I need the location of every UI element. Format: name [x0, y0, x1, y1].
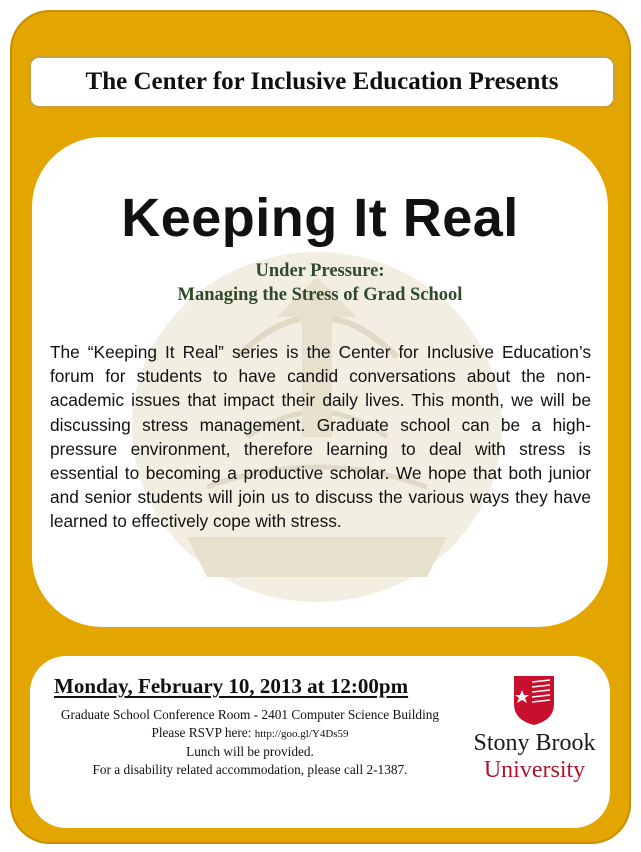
rsvp-label: Please RSVP here: — [151, 724, 252, 740]
rsvp-link[interactable]: http://goo.gl/Y4Ds59 — [254, 727, 349, 740]
event-date-time: Monday, February 10, 2013 at 12:00pm — [54, 674, 409, 698]
accommodation-note: For a disability related accommodation, please call 2-1387. — [92, 761, 408, 777]
logo-university: University — [483, 757, 586, 783]
event-location: Graduate School Conference Room - 2401 Computer Science Building — [60, 707, 440, 722]
event-subtitle — [32, 259, 608, 307]
lunch-note: Lunch will be provided. — [186, 744, 314, 759]
presenter-text: The Center for Inclusive Education Presents — [85, 68, 559, 95]
event-logistics — [30, 706, 470, 778]
logo-name: Stony Brook — [473, 730, 596, 756]
university-shield-icon — [512, 674, 556, 726]
main-panel — [32, 137, 608, 627]
subtitle-line-1: Under Pressure: — [255, 261, 385, 281]
event-title: Keeping It Real — [121, 188, 519, 248]
rsvp-line — [30, 724, 470, 744]
event-description: The “Keeping It Real” series is the Center for Inclusive Education’s forum for students to have candid conversations about the non-academic issues that impact their daily lives. This month, we will be discussing stress management. Graduate school can be a high-pressure environment, therefore learning to deal with stress is essential to becoming a productive scholar. We hope that both junior and senior students will join us to discuss the various ways they have learned to effectively cope with stress. — [50, 342, 591, 532]
subtitle-line-2: Managing the Stress of Grad School — [177, 285, 463, 305]
event-details-panel — [30, 656, 610, 828]
presenter-banner — [29, 56, 615, 108]
university-logo — [462, 674, 607, 789]
